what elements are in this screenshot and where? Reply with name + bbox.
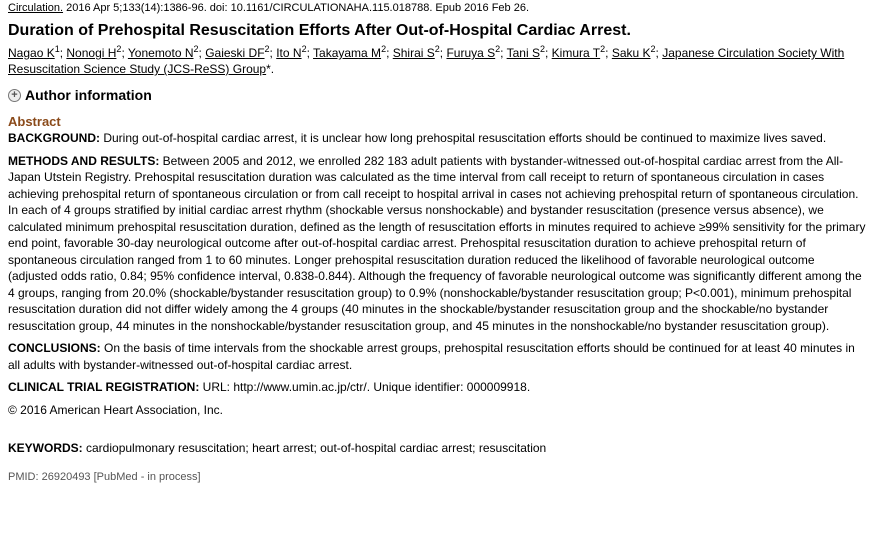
author-separator: ; — [59, 46, 67, 60]
author-separator: ; — [439, 46, 447, 60]
trial-registration-section — [8, 379, 866, 396]
copyright-notice: © 2016 American Heart Association, Inc. — [8, 402, 223, 417]
author-list — [8, 45, 866, 77]
abstract-heading: Abstract — [8, 114, 61, 129]
author-link[interactable]: Kimura T — [551, 46, 601, 60]
trial-registration-label: CLINICAL TRIAL REGISTRATION: — [8, 380, 200, 394]
affiliation-number: 2 — [264, 44, 270, 54]
affiliation-number: 2 — [495, 44, 501, 54]
conclusions-text: On the basis of time intervals from the shockable arrest groups, prehospital resuscitation efforts should be continued for at least 40 minutes in all adults with bystander-witnessed out-of-hospital cardiac arrest. — [8, 341, 855, 372]
author-information-toggle[interactable] — [8, 86, 866, 104]
keywords-label: KEYWORDS: — [8, 441, 83, 455]
affiliation-number: 2 — [434, 44, 440, 54]
author-link[interactable]: Takayama M — [313, 46, 382, 60]
author-separator: ; — [545, 46, 552, 60]
affiliation-number: 1 — [54, 44, 60, 54]
author-separator: ; — [269, 46, 277, 60]
author-separator: ; — [605, 46, 612, 60]
author-link[interactable]: Furuya S — [446, 46, 496, 60]
author-link[interactable]: Gaieski DF — [205, 46, 265, 60]
author-link[interactable]: Ito N — [276, 46, 302, 60]
keywords-text: cardiopulmonary resuscitation; heart arrest; out-of-hospital cardiac arrest; resuscitation — [82, 441, 547, 455]
author-separator: ; — [121, 46, 128, 60]
author-link[interactable]: Nonogi H — [66, 46, 117, 60]
affiliation-number: 2 — [116, 44, 122, 54]
group-suffix: *. — [266, 62, 275, 76]
author-link[interactable]: Yonemoto N — [127, 46, 194, 60]
citation-details: 2016 Apr 5;133(14):1386-96. doi: 10.1161/CIRCULATIONAHA.115.018788. Epub 2016 Feb 26. — [63, 2, 530, 14]
methods-results-section — [8, 153, 866, 335]
background-text: During out-of-hospital cardiac arrest, it is unclear how long prehospital resuscitation efforts should be continued to maximize lives saved. — [100, 131, 827, 145]
affiliation-number: 2 — [650, 44, 656, 54]
conclusions-section — [8, 340, 866, 373]
affiliation-number: 2 — [539, 44, 545, 54]
article-container — [8, 0, 866, 484]
author-separator: ; — [500, 46, 507, 60]
group-author-link[interactable]: Japanese Circulation Society With Resuscitation Science Study (JCS-ReSS) Group — [8, 46, 845, 76]
author-separator: ; — [306, 46, 314, 60]
affiliation-number: 2 — [381, 44, 387, 54]
author-separator: ; — [198, 46, 206, 60]
author-link[interactable]: Saku K — [611, 46, 651, 60]
affiliation-number: 2 — [193, 44, 199, 54]
pmid-line: PMID: 26920493 [PubMed - in process] — [8, 471, 201, 483]
affiliation-number: 2 — [301, 44, 307, 54]
conclusions-label: CONCLUSIONS: — [8, 341, 101, 355]
author-separator: ; — [386, 46, 393, 60]
methods-results-text: Between 2005 and 2012, we enrolled 282 183 adult patients with bystander-witnessed out-of-hospital cardiac arrest from the All-Japan Utstein Registry. Prehospital resuscitation duration was calculated as the time interval from call receipt to return of spontaneous circulation in cases achieving prehospital return of spontaneous circulation or from call receipt to hospital arrival in cases not achieving prehospital return of spontaneous circulation. In each of 4 groups stratified by initial cardiac arrest rhythm (shockable versus nonshockable) and bystander resuscitation (presence versus absence), we calculated minimum prehospital resuscitation duration, defined as the length of resuscitation efforts in minutes required to achieve ≥99% sensitivity for the primary end point, favorable 30-day neurological outcome after out-of-hospital cardiac arrest. Prehospital resuscitation duration to achieve prehospital return of spontaneous circulation ranged from 1 to 60 minutes. Longer prehospital resuscitation duration reduced the likelihood of favorable neurological outcome (adjusted odds ratio, 0.84; 95% confidence interval, 0.838-0.844). Although the frequency of favorable neurological outcome was significantly different among the 4 groups, ranging from 20.0% (shockable/bystander resuscitation group) to 0.9% (nonshockable/bystander resuscitation group; P<0.001), minimum prehospital resuscitation duration did not differ widely among the 4 groups (40 minutes in the shockable/bystander resuscitation group and the shockable/no bystander resuscitation group, 44 minutes in the nonshockable/bystander resuscitation group, and 45 minutes in the nonshockable/no bystander resuscitation group). — [8, 153, 866, 333]
author-link[interactable]: Tani S — [506, 46, 540, 60]
background-section — [8, 130, 866, 147]
citation-line — [8, 1, 866, 15]
methods-results-label: METHODS AND RESULTS: — [8, 153, 160, 168]
expand-plus-icon[interactable]: + — [8, 89, 21, 102]
journal-link[interactable]: Circulation. — [8, 2, 64, 14]
author-link[interactable]: Shirai S — [392, 46, 435, 60]
affiliation-number: 2 — [600, 44, 606, 54]
author-information-label: Author information — [25, 87, 152, 103]
article-title: Duration of Prehospital Resuscitation Efforts After Out-of-Hospital Cardiac Arrest. — [8, 22, 631, 39]
author-link[interactable]: Nagao K — [8, 46, 55, 60]
keywords-section — [8, 440, 866, 456]
background-label: BACKGROUND: — [8, 131, 100, 145]
author-separator: ; — [655, 46, 663, 60]
trial-registration-text: URL: http://www.umin.ac.jp/ctr/. Unique identifier: 000009918. — [199, 380, 531, 394]
